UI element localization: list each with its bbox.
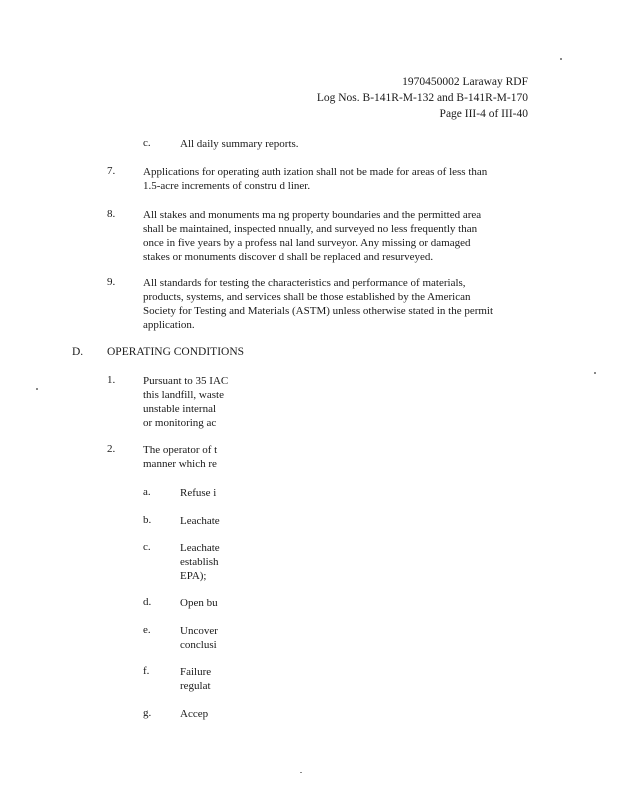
d-item-2-label: 2. bbox=[107, 443, 116, 455]
item-8-label: 8. bbox=[107, 208, 116, 220]
section-d-label: D. bbox=[72, 346, 84, 358]
item-c-text: All daily summary reports. bbox=[180, 138, 299, 150]
item-8-line-2: shall be maintained, inspected nnually, and surveyed no less frequently than bbox=[143, 223, 478, 235]
subitem-e-line-2: conclusi bbox=[180, 639, 217, 651]
item-9-line-4: application. bbox=[143, 319, 195, 331]
scan-speck bbox=[300, 772, 302, 773]
d-item-1-line-2: this landfill, waste bbox=[143, 389, 224, 401]
header-page-number: Page III-4 of III-40 bbox=[439, 108, 528, 120]
item-8-line-3: once in five years by a profess nal land surveyor. Any missing or damaged bbox=[143, 237, 471, 249]
scan-speck bbox=[36, 388, 38, 390]
section-d-title: OPERATING CONDITIONS bbox=[107, 346, 245, 358]
d-item-1-label: 1. bbox=[107, 374, 116, 386]
subitem-d-label: d. bbox=[143, 596, 152, 608]
subitem-c-line-2: establish bbox=[180, 556, 219, 568]
item-8-line-4: stakes or monuments discover d shall be replaced and resurveyed. bbox=[143, 251, 434, 263]
subitem-f-line-2: regulat bbox=[180, 680, 211, 692]
subitem-g-label: g. bbox=[143, 707, 152, 719]
subitem-c-line-3: EPA); bbox=[180, 570, 207, 582]
subitem-c-line-1: Leachate bbox=[180, 542, 220, 554]
subitem-e-label: e. bbox=[143, 624, 151, 636]
item-9-line-2: products, systems, and services shall be those established by the American bbox=[143, 291, 471, 303]
subitem-e-line-1: Uncover bbox=[180, 625, 218, 637]
subitem-f-label: f. bbox=[143, 665, 150, 677]
subitem-f-line-1: Failure bbox=[180, 666, 212, 678]
scan-speck bbox=[560, 58, 562, 60]
d-item-1-line-4: or monitoring ac bbox=[143, 417, 217, 429]
item-7-label: 7. bbox=[107, 165, 116, 177]
item-7-line-1: Applications for operating auth ization shall not be made for areas of less than bbox=[143, 166, 488, 178]
item-7-line-2: 1.5-acre increments of constru d liner. bbox=[143, 180, 311, 192]
subitem-g-line-1: Accep bbox=[180, 708, 209, 720]
item-9-line-3: Society for Testing and Materials (ASTM) unless otherwise stated in the permit bbox=[143, 305, 494, 317]
d-item-2-line-2: manner which re bbox=[143, 458, 217, 470]
subitem-a-line-1: Refuse i bbox=[180, 487, 217, 499]
scan-speck bbox=[594, 372, 596, 374]
d-item-1-line-3: unstable internal bbox=[143, 403, 217, 415]
header-log-numbers: Log Nos. B-141R-M-132 and B-141R-M-170 bbox=[316, 92, 528, 104]
header-doc-id: 1970450002 Laraway RDF bbox=[402, 76, 528, 88]
item-8-line-1: All stakes and monuments ma ng property boundaries and the permitted area bbox=[143, 209, 482, 221]
d-item-1-line-1: Pursuant to 35 IAC bbox=[143, 375, 229, 387]
subitem-d-line-1: Open bu bbox=[180, 597, 218, 609]
subitem-a-label: a. bbox=[143, 486, 151, 498]
subitem-b-label: b. bbox=[143, 514, 152, 526]
item-9-label: 9. bbox=[107, 276, 116, 288]
item-c-label: c. bbox=[143, 137, 151, 149]
subitem-c-label: c. bbox=[143, 541, 151, 553]
item-9-line-1: All standards for testing the characteristics and performance of materials, bbox=[143, 277, 466, 289]
d-item-2-line-1: The operator of t bbox=[143, 444, 218, 456]
subitem-b-line-1: Leachate bbox=[180, 515, 220, 527]
